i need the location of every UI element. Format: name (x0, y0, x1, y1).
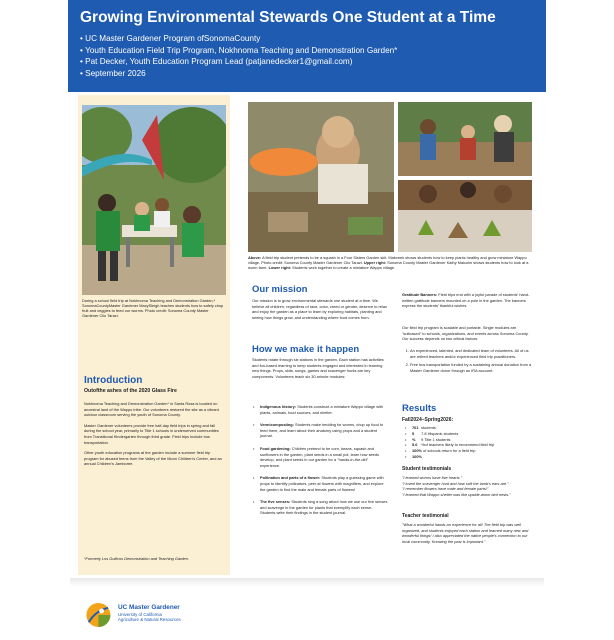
how-heading: How we make it happen (252, 344, 360, 355)
introduction-heading: Introduction (84, 375, 143, 386)
list-item: • Vermicomposting: Students make bedding for worms, chop up food to feed them, and learn about their anatomy using props and a student journal. (252, 422, 388, 439)
logo-line-3: Agriculture & Natural Resources (118, 617, 181, 623)
student-testimonials-heading: Student testimonials (402, 466, 452, 472)
introduction-subheading: Outofthe ashes of the 2020 Glass Fire (84, 388, 177, 394)
list-item: 1. An experienced, talented, and dedicated team of volunteers. All of us are retired teachers and/or experienced field trip practitioners. (410, 348, 534, 359)
results-list (404, 425, 534, 460)
caption-above: A field trip student pretends to be a squash in a Four Sisters Garden skit. Mabveek shows students how to keep plants healthy and grow miniature Wappo village. Photo credit: Sonoma County Master Gardener Clio Tarazi. (248, 255, 527, 265)
header-field-trip-program: • Youth Education Field Trip Program, Nokhnoma Teaching and Demonstration Garden* (80, 45, 536, 57)
testimonial-quote: "I loved the scavenger hunt and how soft the lamb's ears are." (402, 480, 509, 486)
scalable-text: Our field trip program is scalable and portable. Single modules are "suitcased" to schools, organizations, and events across Sonoma County. Our success depends on two critical factors: (402, 325, 529, 342)
uc-master-gardener-logo (84, 596, 116, 634)
student-testimonials (402, 475, 534, 497)
photo-miniature-village (398, 180, 532, 252)
gratitude-banners-text: Gratitude Banners: Field trips end with a joyful parade of students' hand-written gratitude banners mounted on a pole in the garden. The banners express the students' thankful wishes. (402, 292, 530, 309)
header-info-list (80, 33, 536, 79)
list-item: • Food gardening: Children pretend to be corn, beans, squash and sunflowers in the garden, plant seeds in a small pot, learn how seeds develop, and plant seeds in our garden for a "hands-in-the-dirt" experience. (252, 446, 388, 468)
list-item: • % 9 Title 1 students (404, 437, 534, 443)
left-column (78, 95, 230, 575)
list-item: • 100% (404, 454, 534, 460)
left-photo-caption: During a school field trip at Nokhnoma Teaching and Demonstration Garden,* SonomaCountyMaster Gardener MaxySleigh teaches students how to safely chop fruit and veggies to feed our worms. Photo credit: Sonoma County Master Gardener Clio Tarazi. (82, 298, 224, 318)
introduction-paragraph: Master Gardener volunteers provide free half-day field trips in spring and fall during the school year, primarily to Title 1 schools in underserved communities from Transitional Kindergarten through third grade. Field trips include bus transportation. (84, 422, 219, 445)
caption-lower-right: Students work together to create a miniature Wappo village. (292, 265, 396, 270)
results-period: Fall2024–Spring2026: (402, 417, 454, 423)
introduction-paragraph: Nokhnoma Teaching and Demonstration Garden* in Santa Rosa is located on ancestral land of the Wappo tribe. Our volunteers restored the site as a vibrant outdoor classroom serving the youth of Sonoma County. (84, 401, 219, 418)
list-item: • 5 7.8 Hispanic students (404, 431, 534, 437)
mission-heading: Our mission (252, 284, 308, 295)
list-item: • Indigenous history: Students construct a miniature Wappo village with plants, animals, food sources, and shelter. (252, 404, 388, 415)
caption-label-upper-right: Upper right: (363, 260, 387, 265)
logo-line-2: University of California (118, 612, 162, 617)
right-column (398, 292, 534, 575)
list-item: • 100% of schools return for a field trip (404, 448, 534, 454)
success-factors-list (402, 348, 534, 376)
list-item: • 5.6 %of teachers likely to recommend field trip (404, 442, 534, 448)
header-program: • UC Master Gardener Program ofSonomaCounty (80, 33, 536, 45)
photo-student-squash-skit (248, 102, 394, 252)
introduction-paragraph: Other youth education programs at the garden include a summer field trip program for abused teens from the Valley of the Moon Children's Center, and an annual Children's Jamboree. (84, 450, 222, 467)
list-item: 2. Free bus transportation funded by a sustaining annual donation from a Master Gardener donor through an IRA account. (410, 362, 534, 373)
teacher-testimonial-heading: Teacher testimonial (402, 513, 449, 519)
testimonial-quote: "I learned that Wappo shelter was like upside-down bird nests." (402, 491, 511, 497)
footnote: *Formerly Los Guilicos Demonstration and Teaching Garden. (84, 556, 189, 561)
list-item: • 761 students (404, 425, 534, 431)
middle-column (246, 270, 388, 575)
photo-worm-farm (398, 102, 532, 176)
poster-header (68, 0, 546, 92)
top-photos-caption (248, 255, 538, 270)
caption-label-above: Above: (248, 255, 262, 260)
introduction-text (84, 401, 222, 472)
logo-line-1: UC Master Gardener (118, 604, 180, 611)
results-heading: Results (402, 403, 437, 414)
list-item: • The five senses: Students sing a song about how we use our five senses and scavenge in the garden for plants that exemplify each sense. Students write their findings in the student journal. (252, 499, 388, 516)
poster-title: Growing Environmental Stewards One Student at a Time (80, 9, 496, 26)
footer-divider (70, 578, 544, 586)
caption-label-lower-right: Lower right: (268, 265, 292, 270)
caption-upper-right: Sonoma County Master Gardener Kathy Malcolm shows students how to look at a worm farm. (248, 260, 529, 270)
header-date: • September 2026 (80, 68, 536, 80)
logo-text (118, 604, 181, 623)
photo-students-chopping-fruit (82, 105, 226, 295)
header-contact: • Pat Decker, Youth Education Program Lead (patjanedecker1@gmail.com) (80, 56, 536, 68)
modules-list (252, 404, 388, 523)
mission-text: Our mission is to grow environmental stewards one student at a time. We believe all children, regardless of race, color, creed or gender, deserve to relax and enjoy the garden as a place to learn by exploring habitats, planting and seeing how things grow, and understanding where food comes from. (252, 298, 387, 320)
testimonial-quote: "I learned worms have five hearts." (402, 475, 463, 480)
how-intro: Students rotate through six stations in the garden. Each station has activities and fun-based learning to keep students engaged and interested in learning new things. Props, skits, songs, games and scavenger hunts are key components. Volunteers teach six 30-minute modules: (252, 357, 384, 379)
teacher-testimonial: "What a wonderful hands-on experience for all! The field trip was well organized, and students enjoyed each station and learned many new and wonderful things! I also appreciated the native people's connection to our local community. Knowing the past is important." (402, 522, 529, 544)
list-item: • Pollination and parts of a flower: Students play a guessing game with props to identify pollinators, peer at flowers with magnifiers, and explore the garden to find the male and female parts of flowers! (252, 475, 388, 492)
testimonial-quote: "I remember flowers have male and female parts!" (402, 486, 489, 492)
